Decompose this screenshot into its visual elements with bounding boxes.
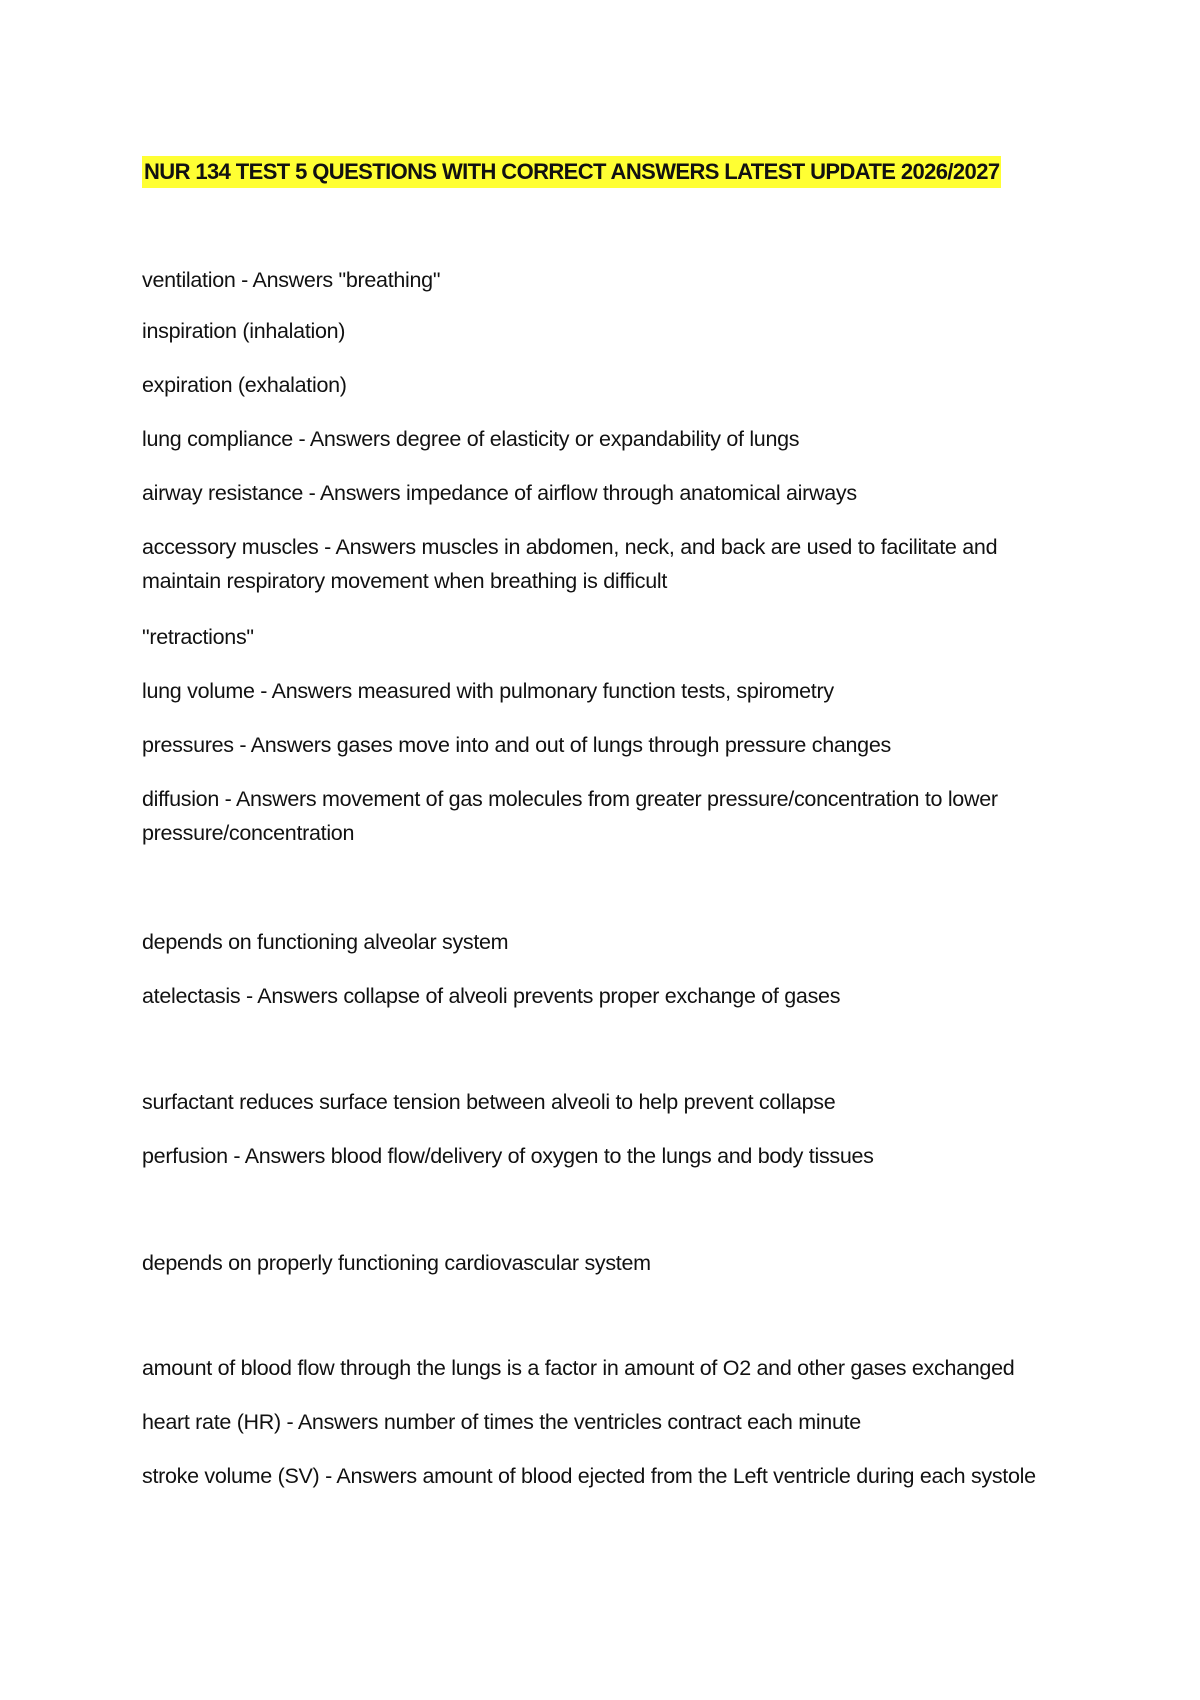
document-title: NUR 134 TEST 5 QUESTIONS WITH CORRECT ANSWERS LATEST UPDATE 2026/2027 <box>142 156 1001 188</box>
text-line: stroke volume (SV) - Answers amount of blood ejected from the Left ventricle during each systole <box>142 1464 1036 1488</box>
text-line: pressures - Answers gases move into and out of lungs through pressure changes <box>142 733 891 757</box>
text-line: airway resistance - Answers impedance of airflow through anatomical airways <box>142 481 857 505</box>
text-line: atelectasis - Answers collapse of alveoli prevents proper exchange of gases <box>142 984 841 1008</box>
text-line: lung compliance - Answers degree of elasticity or expandability of lungs <box>142 427 800 451</box>
text-line: expiration (exhalation) <box>142 373 347 397</box>
text-line: surfactant reduces surface tension between alveoli to help prevent collapse <box>142 1090 836 1114</box>
text-line: amount of blood flow through the lungs is a factor in amount of O2 and other gases exchanged <box>142 1356 1015 1380</box>
text-line: depends on properly functioning cardiovascular system <box>142 1251 651 1275</box>
text-line: depends on functioning alveolar system <box>142 930 509 954</box>
text-line: diffusion - Answers movement of gas molecules from greater pressure/concentration to lower pressure/concentration <box>142 787 998 845</box>
text-line: perfusion - Answers blood flow/delivery of oxygen to the lungs and body tissues <box>142 1144 874 1168</box>
text-line: "retractions" <box>142 625 254 649</box>
text-line: heart rate (HR) - Answers number of times the ventricles contract each minute <box>142 1410 861 1434</box>
text-line: accessory muscles - Answers muscles in abdomen, neck, and back are used to facilitate and maintain respiratory movement when breathing is difficult <box>142 535 998 593</box>
text-line: lung volume - Answers measured with pulmonary function tests, spirometry <box>142 679 834 703</box>
text-line: inspiration (inhalation) <box>142 319 346 343</box>
text-line: ventilation - Answers "breathing" <box>142 268 441 292</box>
